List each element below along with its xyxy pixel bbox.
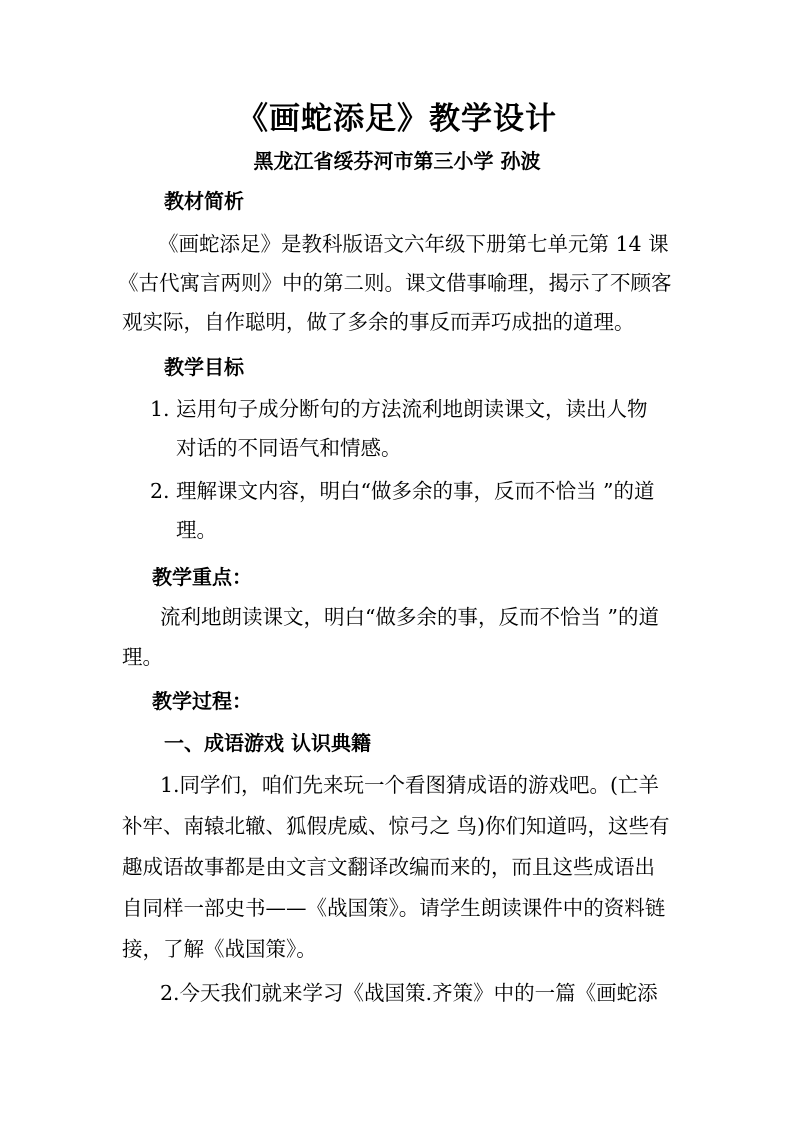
goal-item-1-continuation: 对话的不同语气和情感。	[176, 436, 402, 460]
material-line-2: 《古代寓言两则》中的第二则。课文借事喻理，揭示了不顾客	[118, 271, 672, 295]
goal-item-2-continuation: 理。	[176, 518, 217, 542]
material-heading: 教材简析	[164, 189, 244, 213]
goals-heading: 教学目标	[164, 355, 244, 379]
document-title: 《画蛇添足》教学设计	[237, 101, 557, 137]
goal-item-1	[150, 394, 648, 424]
part-two-line-1: 2.今天我们就来学习《战国策.齐策》中的一篇《画蛇添	[160, 981, 658, 1005]
goal-text: 理解课文内容，明白“做多余的事，反而不恰当 ”的道	[176, 479, 655, 503]
goal-number: 1.	[150, 397, 170, 421]
focus-line-1: 流利地朗读课文，明白“做多余的事，反而不恰当 ”的道	[160, 605, 659, 629]
goal-text: 运用句子成分断句的方法流利地朗读课文，读出人物	[176, 397, 648, 421]
author-line: 黑龙江省绥芬河市第三小学 孙波	[253, 149, 541, 173]
material-line-3: 观实际，自作聪明，做了多余的事反而弄巧成拙的道理。	[122, 310, 635, 334]
part-one-line-3: 趣成语故事都是由文言文翻译改编而来的，而且这些成语出	[122, 855, 655, 879]
part-one-line-4: 自同样一部史书——《战国策》。请学生朗读课件中的资料链	[122, 896, 666, 920]
focus-heading: 教学重点：	[152, 565, 252, 589]
goal-number: 2.	[150, 479, 170, 503]
part-one-line-2: 补牢、南辕北辙、狐假虎威、惊弓之 鸟)你们知道吗，这些有	[122, 814, 670, 838]
goal-item-2	[150, 476, 654, 506]
part-one-line-5: 接，了解《战国策》。	[122, 937, 317, 961]
part-one-heading: 一、成语游戏 认识典籍	[164, 731, 371, 755]
part-one-line-1: 1.同学们，咱们先来玩一个看图猜成语的游戏吧。(亡羊	[160, 773, 660, 797]
process-heading: 教学过程：	[152, 689, 252, 713]
focus-line-2: 理。	[122, 645, 163, 669]
material-line-1: 《画蛇添足》是教科版语文六年级下册第七单元第 14 课	[158, 232, 669, 256]
